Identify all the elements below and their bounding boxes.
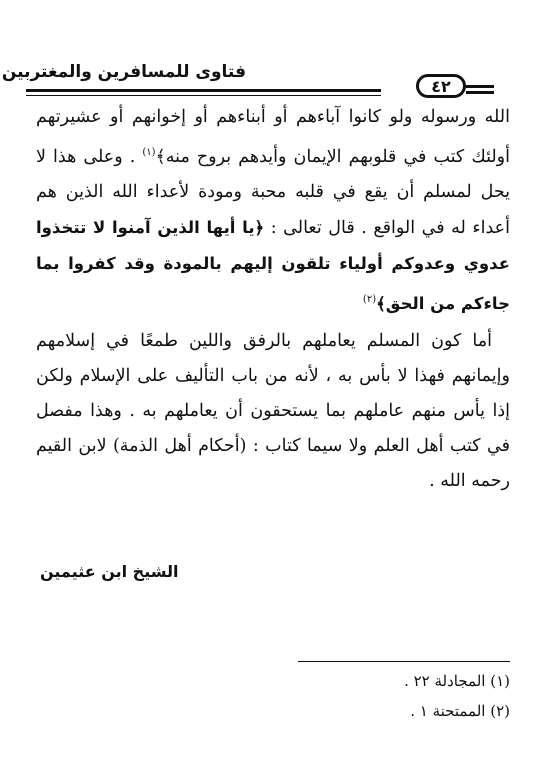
main-text <box>36 100 510 499</box>
paragraph-1-continuation: . وعلى هذا لا يحل لمسلم أن يقع في قلبه محبة ومودة لأعداء الله الذين هم أعداء له في الواقع . قال تعالى : <box>36 146 510 238</box>
page-number: ٤٢ <box>431 76 451 96</box>
paragraph-1-text: الله ورسوله ولو كانوا آباءهم أو أبناءهم أو إخوانهم أو عشيرتهم أولئك كتب في قلوبهم الإيمان وأيدهم بروح منه﴾ <box>36 107 510 167</box>
author-signature: الشيخ ابن عثيمين <box>40 562 179 581</box>
footnote-2: (٢) الممتحنة ١ . <box>410 702 510 720</box>
page-header <box>1 62 516 102</box>
footnote-rule <box>298 661 510 662</box>
quran-quote: ﴿يا أيها الذين آمنوا لا تتخذوا عدوي وعدوكم أولياء تلقون إليهم بالمودة وقد كفروا بما جاءكم من الحق﴾ <box>36 217 510 313</box>
paragraph-2: أما كون المسلم يعاملهم بالرفق واللين طمعًا في إسلامهم وإيمانهم فهذا لا بأس به ، لأنه من باب التأليف على الإسلام ولكن إذا يأس منهم عاملهم بما يستحقون أن يعاملهم به . وهذا مفصل في كتب أهل العلم ولا سيما كتاب : (أحكام أهل الذمة) لابن القيم رحمه الله . <box>36 330 510 491</box>
header-rule-thin <box>26 95 381 96</box>
badge-line-bottom <box>466 91 494 94</box>
badge-line-top <box>466 85 494 88</box>
paragraph-1 <box>36 100 510 322</box>
header-rule-thick <box>26 89 381 92</box>
footnote-ref-1: (١) <box>142 147 156 158</box>
footnote-1: (١) المجادلة ٢٢ . <box>404 672 510 690</box>
book-title: فتاوى للمسافرين والمغتربين <box>1 62 246 82</box>
footnote-ref-2: (٢) <box>362 293 377 305</box>
page-number-badge <box>416 74 466 98</box>
